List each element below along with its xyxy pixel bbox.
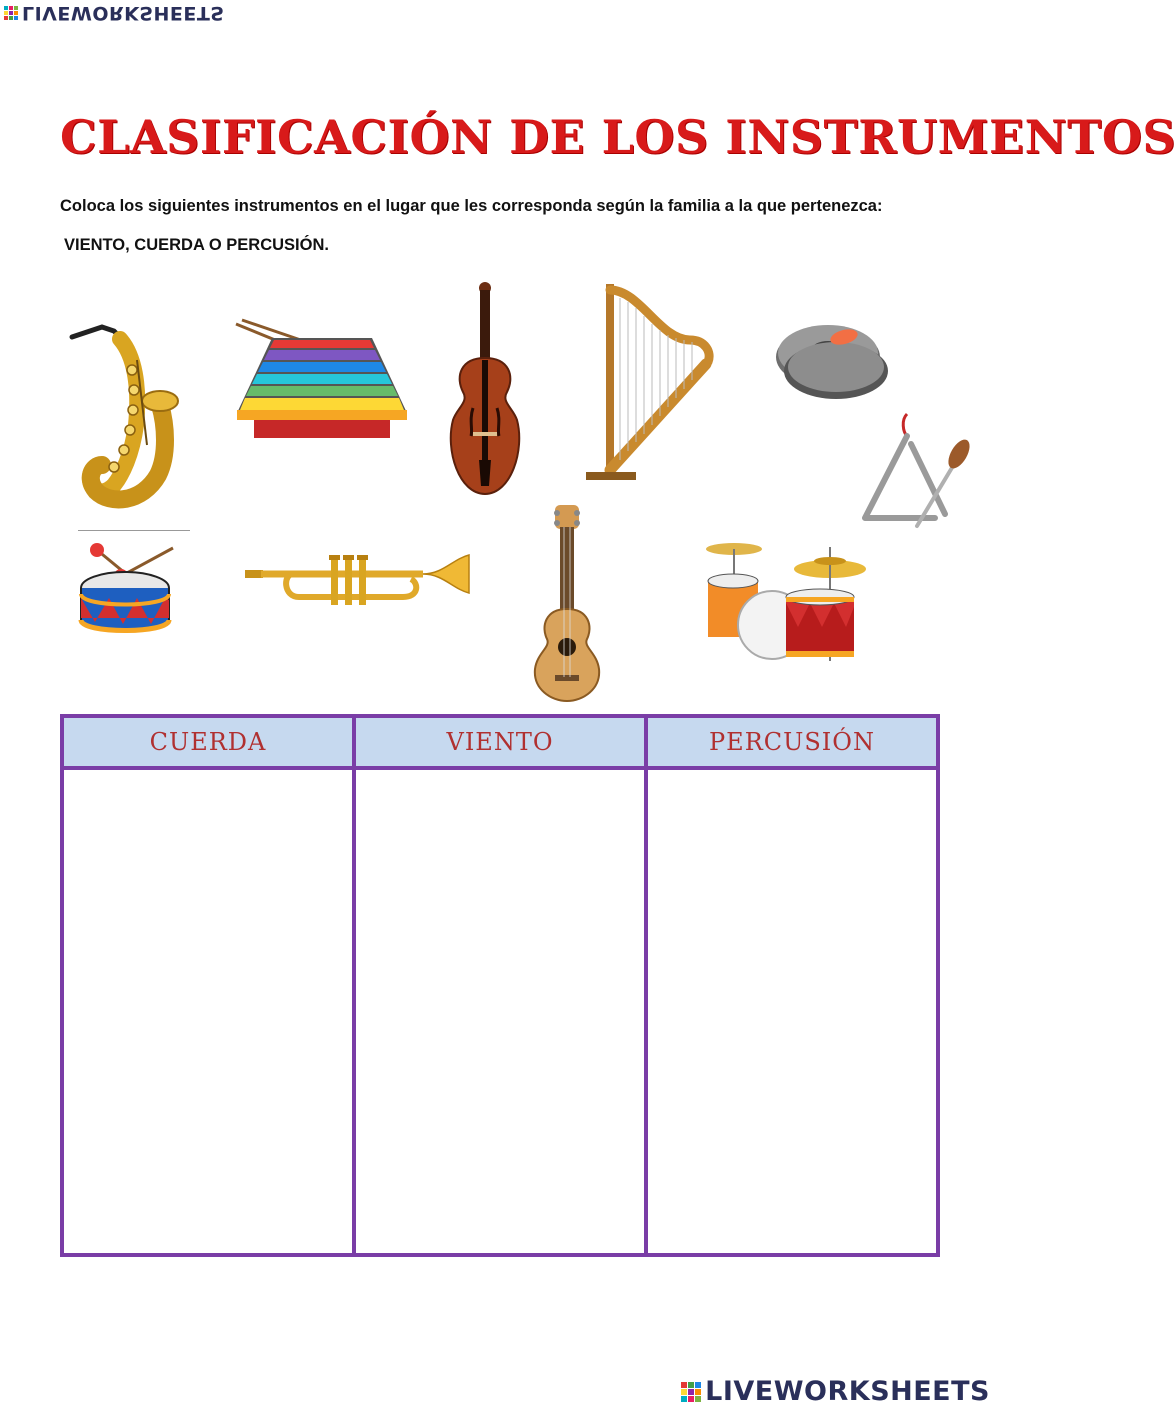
header-percusion: PERCUSIÓN xyxy=(646,716,938,768)
table-row xyxy=(62,768,938,1255)
logo-text: LIVEWORKSHEETS xyxy=(705,1376,990,1407)
liveworksheets-logo-top xyxy=(4,2,225,24)
logo-cube-icon xyxy=(4,6,18,20)
violin-icon[interactable] xyxy=(443,280,527,500)
divider-line xyxy=(78,530,190,531)
triangle-icon[interactable] xyxy=(855,410,970,535)
classification-table xyxy=(60,714,940,1257)
drop-zone-percusion[interactable] xyxy=(646,768,938,1255)
xylophone-icon[interactable] xyxy=(232,318,410,440)
page-title: CLASIFICACIÓN DE LOS INSTRUMENTOS xyxy=(60,110,1176,164)
drop-zone-viento[interactable] xyxy=(354,768,646,1255)
saxophone-icon[interactable] xyxy=(62,315,187,510)
logo-text: LIVEWORKSHEETS xyxy=(22,2,225,24)
liveworksheets-logo-bottom[interactable] xyxy=(681,1376,990,1407)
header-cuerda: CUERDA xyxy=(62,716,354,768)
logo-cube-icon xyxy=(681,1382,701,1402)
table-header-row xyxy=(62,716,938,768)
header-viento: VIENTO xyxy=(354,716,646,768)
drum-kit-icon[interactable] xyxy=(702,537,872,667)
harp-icon[interactable] xyxy=(580,280,720,488)
guitar-icon[interactable] xyxy=(527,503,607,703)
instruction-text: Coloca los siguientes instrumentos en el lugar que les corresponda según la familia a la que pertenezca: xyxy=(60,197,883,215)
trumpet-icon[interactable] xyxy=(243,553,473,615)
drop-zone-cuerda[interactable] xyxy=(62,768,354,1255)
families-line: VIENTO, CUERDA O PERCUSIÓN. xyxy=(64,236,329,254)
drum-icon[interactable] xyxy=(75,538,185,638)
cymbals-icon[interactable] xyxy=(770,315,895,410)
